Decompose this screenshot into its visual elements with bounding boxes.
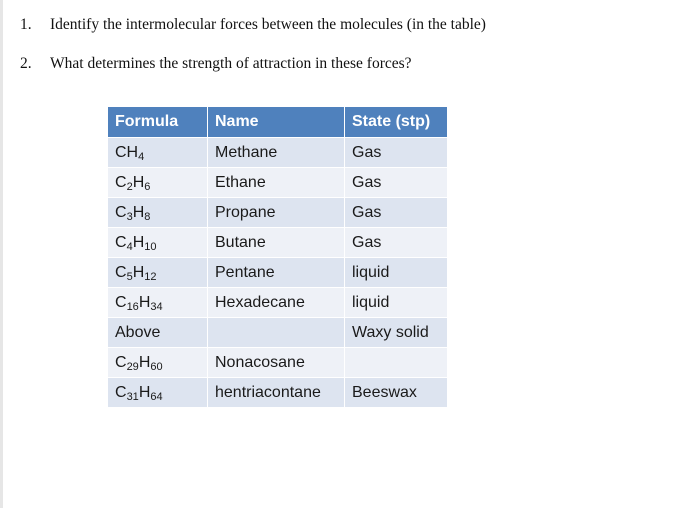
name-cell: Nonacosane (208, 348, 345, 378)
table-row (108, 318, 448, 348)
state-cell: liquid (345, 258, 448, 288)
table-row (108, 228, 448, 258)
formula-cell (108, 168, 208, 198)
question-1 (20, 16, 486, 34)
header-name: Name (208, 107, 345, 138)
formula-subscript: 60 (150, 360, 163, 373)
formula-text: H (138, 383, 151, 401)
formula-cell (108, 138, 208, 168)
formula-text: H (132, 233, 145, 251)
formula-text: C (115, 263, 127, 281)
formula-cell (108, 258, 208, 288)
name-cell: Ethane (208, 168, 345, 198)
formula-text: H (138, 293, 151, 311)
formula-cell (108, 378, 208, 408)
formula-text: H (138, 353, 151, 371)
formula-text: C (115, 173, 127, 191)
formula-subscript: 10 (144, 240, 157, 253)
formula-text: C (115, 383, 127, 401)
formula-text: C (115, 233, 127, 251)
state-cell: Gas (345, 168, 448, 198)
state-cell: liquid (345, 288, 448, 318)
header-state: State (stp) (345, 107, 448, 138)
table-row (108, 288, 448, 318)
formula-text: CH (115, 143, 139, 161)
state-cell: Gas (345, 198, 448, 228)
question-2-text: What determines the strength of attraction in these forces? (50, 55, 412, 72)
table-row (108, 138, 448, 168)
formula-subscript: 3 (126, 210, 133, 223)
name-cell: Butane (208, 228, 345, 258)
formula-cell (108, 198, 208, 228)
formula-text: C (115, 293, 127, 311)
table-row (108, 168, 448, 198)
formula-subscript: 31 (126, 390, 139, 403)
formula-text: H (132, 173, 145, 191)
state-cell: Gas (345, 228, 448, 258)
state-cell (345, 348, 448, 378)
formula-subscript: 34 (150, 300, 163, 313)
name-cell: Methane (208, 138, 345, 168)
question-1-number: 1. (20, 16, 32, 33)
table-header-row (108, 107, 448, 138)
formula-subscript: 6 (144, 180, 151, 193)
formula-subscript: 29 (126, 360, 139, 373)
formula-subscript: 8 (144, 210, 151, 223)
formula-text: H (132, 263, 145, 281)
formula-cell (108, 288, 208, 318)
name-cell: Hexadecane (208, 288, 345, 318)
page-left-edge (0, 0, 3, 508)
name-cell (208, 318, 345, 348)
formula-subscript: 4 (126, 240, 133, 253)
formula-cell (108, 348, 208, 378)
question-1-text: Identify the intermolecular forces between the molecules (in the table) (50, 16, 486, 33)
formula-text: H (132, 203, 145, 221)
name-cell: hentriacontane (208, 378, 345, 408)
name-cell: Pentane (208, 258, 345, 288)
formula-subscript: 2 (126, 180, 133, 193)
table-row (108, 258, 448, 288)
formula-subscript: 5 (126, 270, 133, 283)
state-cell: Waxy solid (345, 318, 448, 348)
formula-subscript: 64 (150, 390, 163, 403)
formula-subscript: 4 (138, 150, 145, 163)
table-row (108, 348, 448, 378)
alkane-table (107, 106, 448, 408)
header-formula: Formula (108, 107, 208, 138)
formula-cell (108, 228, 208, 258)
table-body (108, 138, 448, 408)
formula-cell (108, 318, 208, 348)
state-cell: Beeswax (345, 378, 448, 408)
formula-text: C (115, 203, 127, 221)
name-cell: Propane (208, 198, 345, 228)
formula-subscript: 12 (144, 270, 157, 283)
formula-subscript: 16 (126, 300, 139, 313)
table-row (108, 198, 448, 228)
formula-text: Above (115, 323, 161, 341)
state-cell: Gas (345, 138, 448, 168)
formula-text: C (115, 353, 127, 371)
question-2 (20, 55, 412, 73)
question-2-number: 2. (20, 55, 32, 72)
table-row (108, 378, 448, 408)
